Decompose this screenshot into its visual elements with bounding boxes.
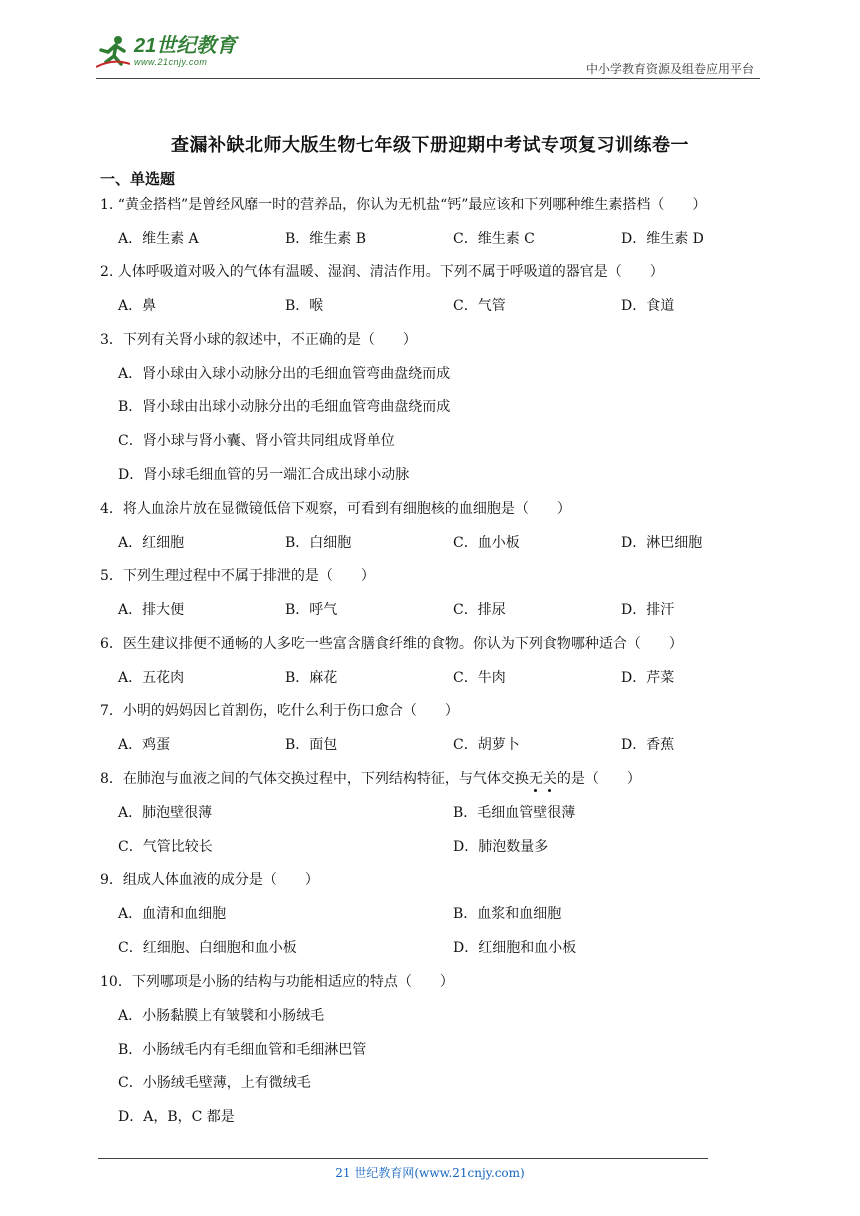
option-3c: C．肾小球与肾小囊、肾小管共同组成肾单位 [118, 433, 395, 449]
option-3d: D．肾小球毛细血管的另一端汇合成出球小动脉 [118, 467, 410, 483]
option-8d: D．肺泡数量多 [453, 839, 549, 855]
question-stem-4: 4．将人血涂片放在显微镜低倍下观察，可看到有细胞核的血细胞是（ ） [100, 501, 571, 517]
option-2c: C．气管 [453, 298, 506, 314]
option-8a: A．肺泡壁很薄 [118, 805, 213, 821]
option-5a: A．排大便 [118, 602, 185, 618]
option-6c: C．牛肉 [453, 670, 506, 686]
option-4c: C．血小板 [453, 535, 520, 551]
runner-logo-icon [96, 34, 130, 68]
option-5d: D．排汗 [621, 602, 675, 618]
option-7a: A．鸡蛋 [118, 737, 171, 753]
stem-8-after: 的是（ ） [556, 771, 641, 787]
question-stem-1: 1. “黄金搭档”是曾经风靡一时的营养品，你认为无机盐“钙”最应该和下列哪种维生素搭档（ ） [100, 197, 707, 213]
option-1d: D．维生素 D [621, 231, 704, 247]
option-10d: D．A，B，C 都是 [118, 1109, 235, 1125]
option-4b: B．白细胞 [285, 535, 352, 551]
option-9a: A．血清和血细胞 [118, 906, 227, 922]
question-stem-2: 2. 人体呼吸道对吸入的气体有温暖、湿润、清洁作用。下列不属于呼吸道的器官是（ ） [100, 264, 664, 280]
option-7b: B．面包 [285, 737, 338, 753]
logo-brand: 21世纪教育 [134, 35, 237, 57]
option-1c: C．维生素 C [453, 231, 535, 247]
question-stem-3: 3．下列有关肾小球的叙述中，不正确的是（ ） [100, 332, 417, 348]
logo [96, 34, 236, 68]
logo-url: www.21cnjy.com [134, 57, 208, 67]
option-8c: C．气管比较长 [118, 839, 213, 855]
option-4d: D．淋巴细胞 [621, 535, 703, 551]
option-10a: A．小肠黏膜上有皱襞和小肠绒毛 [118, 1008, 325, 1024]
option-10c: C．小肠绒毛壁薄，上有微绒毛 [118, 1075, 311, 1091]
platform-name: 中小学教育资源及组卷应用平台 [585, 62, 754, 76]
option-3a: A．肾小球由入球小动脉分出的毛细血管弯曲盘绕而成 [118, 366, 451, 382]
option-7d: D．香蕉 [621, 737, 675, 753]
option-9d: D．红细胞和血小板 [453, 940, 577, 956]
section-heading: 一、单选题 [100, 170, 176, 188]
footer-divider [98, 1158, 708, 1159]
emphasis-char-1: 无 [528, 771, 543, 787]
question-stem-5: 5．下列生理过程中不属于排泄的是（ ） [100, 568, 375, 584]
question-stem-7: 7．小明的妈妈因匕首割伤，吃什么利于伤口愈合（ ） [100, 703, 459, 719]
option-6d: D．芹菜 [621, 670, 675, 686]
question-stem-9: 9．组成人体血液的成分是（ ） [100, 872, 319, 888]
option-7c: C．胡萝卜 [453, 737, 520, 753]
option-2b: B．喉 [285, 298, 324, 314]
stem-8-before: 8．在肺泡与血液之间的气体交换过程中，下列结构特征，与气体交换 [100, 771, 529, 787]
page-header [96, 30, 760, 80]
question-stem-6: 6．医生建议排便不通畅的人多吃一些富含膳食纤维的食物。你认为下列食物哪种适合（ ） [100, 636, 683, 652]
emphasis-char-2: 关 [542, 771, 557, 787]
option-1b: B．维生素 B [285, 231, 367, 247]
option-9c: C．红细胞、白细胞和血小板 [118, 940, 297, 956]
header-divider [96, 78, 760, 79]
page-title: 查漏补缺北师大版生物七年级下册迎期中考试专项复习训练卷一 [171, 135, 689, 156]
option-10b: B．小肠绒毛内有毛细血管和毛细淋巴管 [118, 1042, 367, 1058]
option-9b: B．血浆和血细胞 [453, 906, 562, 922]
option-2a: A．鼻 [118, 298, 157, 314]
option-5b: B．呼气 [285, 602, 338, 618]
option-1a: A．维生素 A [118, 231, 199, 247]
option-2d: D．食道 [621, 298, 675, 314]
question-stem-8 [100, 769, 641, 789]
option-6a: A．五花肉 [118, 670, 185, 686]
footer-link[interactable]: 21 世纪教育网(www.21cnjy.com) [335, 1166, 525, 1180]
question-stem-10: 10．下列哪项是小肠的结构与功能相适应的特点（ ） [100, 974, 454, 990]
option-8b: B．毛细血管壁很薄 [453, 805, 576, 821]
option-6b: B．麻花 [285, 670, 338, 686]
option-4a: A．红细胞 [118, 535, 185, 551]
option-3b: B．肾小球由出球小动脉分出的毛细血管弯曲盘绕而成 [118, 399, 451, 415]
option-5c: C．排尿 [453, 602, 506, 618]
